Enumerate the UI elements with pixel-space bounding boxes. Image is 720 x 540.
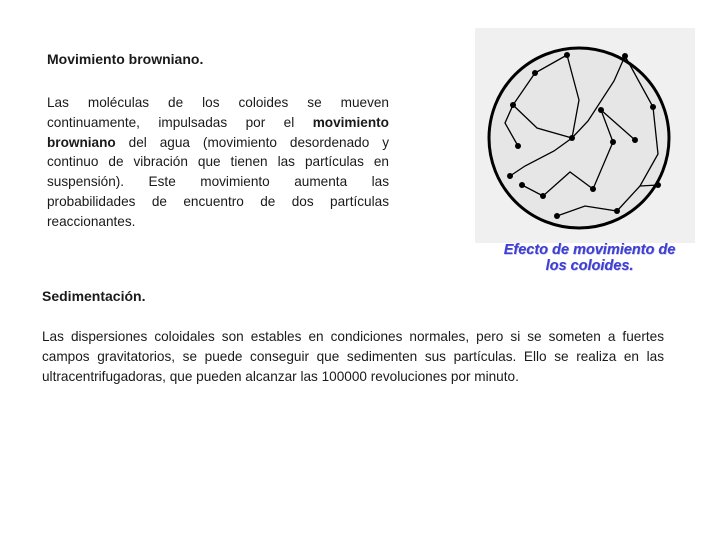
section-title-sedimentation: Sedimentación.: [42, 288, 146, 304]
particle-dot: [554, 213, 560, 219]
particle-dot: [622, 53, 628, 59]
particle-dot: [532, 70, 538, 76]
particle-dot: [655, 182, 661, 188]
container-circle: [489, 48, 669, 228]
caption-line-2: los coloides.: [545, 258, 634, 274]
paragraph-bold-term: movimiento browniano: [47, 114, 389, 150]
particle-dot: [564, 52, 570, 58]
caption-line-1: Efecto de movimiento de: [503, 242, 676, 258]
particle-dot: [650, 104, 656, 110]
particle-dot: [632, 137, 638, 143]
colloid-motion-figure: [475, 28, 695, 290]
particle-dot: [540, 193, 546, 199]
sedimentation-paragraph: Las dispersiones coloidales son estables en condiciones normales, pero si se someten a fuertes campos gravitatorios, se puede conseguir que sedimenten sus partículas. Ello se realiza en las ultracentrifugadoras, que pueden alcanzar las 100000 revoluciones por minuto.: [42, 329, 664, 384]
paragraph-text-end: del agua (movimiento desordenado y continuo de vibración que tienen las partículas en suspensión). Este movimiento aumenta las probabilidades de encuentro de dos partículas reaccionantes.: [47, 134, 389, 229]
brownian-motion-diagram: [475, 28, 695, 243]
brownian-paragraph: [47, 93, 389, 232]
particle-dot: [598, 107, 604, 113]
particle-dot: [614, 208, 620, 214]
figure-caption: [487, 242, 692, 274]
particle-dot: [590, 186, 596, 192]
particle-dot: [569, 135, 575, 141]
particle-dot: [515, 143, 521, 149]
particle-dot: [507, 173, 513, 179]
section-title-brownian: Movimiento browniano.: [47, 51, 204, 67]
particle-dot: [610, 139, 616, 145]
paragraph-text-start: Las moléculas de los coloides se mueven continuamente, impulsadas por el: [47, 95, 389, 130]
particle-dot: [510, 102, 516, 108]
particle-dot: [519, 182, 525, 188]
